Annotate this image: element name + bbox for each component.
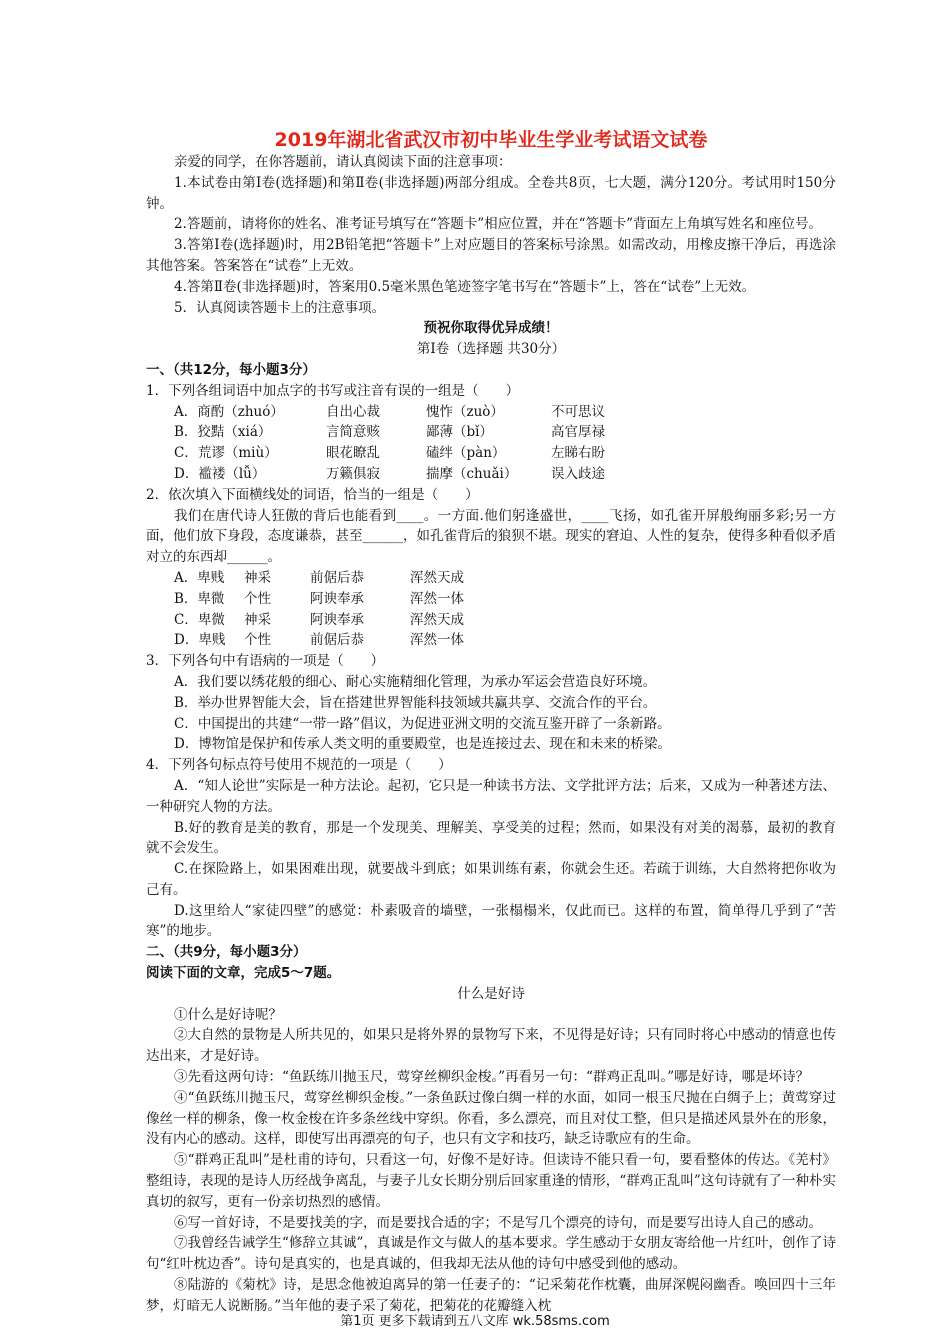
- article-paragraph-8: ⑧陆游的《菊枕》诗，是思念他被迫离异的第一任妻子的：“记采菊花作枕囊，曲屏深幌闷幽香。唤回四十三年梦，灯暗无人说断肠。”当年他的妻子采了菊花，把菊花的花瓣缝入枕: [146, 1277, 836, 1314]
- q1-a-3: 愧怍（zuò）: [426, 403, 504, 420]
- volume-heading: 第Ⅰ卷（选择题 共30分）: [416, 341, 566, 358]
- q4-option-a: A．“知人论世”实际是一种方法论。起初，它只是一种读书方法、文学批评方法；后来，又成为一种著述方法、一种研究人物的方法。: [146, 777, 836, 815]
- exam-title: 2019年湖北省武汉市初中毕业生学业考试语文试卷: [274, 129, 708, 151]
- q1-b-1: B．狡黠（xiá）: [174, 424, 272, 441]
- q2-b-4: 浑然一体: [410, 590, 464, 607]
- q3-option-c: C．中国提出的共建“一带一路”倡议，为促进亚洲文明的交流互鉴开辟了一条新路。: [174, 715, 671, 732]
- section-1-heading: 一、（共12分，每小题3分）: [146, 361, 316, 378]
- q1-option-a: [146, 402, 836, 423]
- article-title: 什么是好诗: [457, 985, 525, 1002]
- q1-b-2: 言简意赅: [326, 424, 380, 441]
- q2-a-3: 前倨后恭: [310, 569, 364, 586]
- note-3: 3.答第Ⅰ卷(选择题)时，用2B铅笔把“答题卡”上对应题目的答案标号涂黑。如需改动，用橡皮擦干净后，再选涂其他答案。答案答在“试卷”上无效。: [146, 237, 836, 274]
- page-footer: 第1页 更多下载请到五八文库 wk.58sms.com: [340, 1314, 610, 1329]
- q1-a-4: 不可思议: [551, 403, 605, 420]
- q2-c-3: 阿谀奉承: [310, 611, 364, 628]
- q1-c-4: 左睇右盼: [551, 445, 605, 462]
- article-paragraph-7: ⑦我曾经告诫学生“修辞立其诚”，真诚是作文与做人的基本要求。学生感动于女朋友寄给他一片红叶，创作了诗句“红叶枕边香”。诗句是真实的，也是真诚的，但我却无法从他的诗句中感受到他的感动。: [146, 1235, 836, 1273]
- q1-option-b: [146, 422, 836, 443]
- q1-a-1: A．商酌（zhuó）: [174, 403, 284, 420]
- q2-d-3: 前倨后恭: [310, 632, 364, 649]
- intro-greeting: 亲爱的同学，在你答题前，请认真阅读下面的注意事项：: [174, 154, 512, 170]
- q1-d-2: 万籁俱寂: [326, 465, 380, 482]
- q2-passage: 我们在唐代诗人狂傲的背后也能看到____。一方面.他们躬逢盛世，____飞扬，如孔雀开屏般绚丽多彩;另一方面，他们放下身段，态度谦恭，甚至______，如孔雀背后的狼狈不堪。现实的窘迫、人性的复杂，使得多种看似矛盾对立的东西却______。: [146, 507, 836, 566]
- q3-option-b: B．举办世界智能大会，旨在搭建世界智能科技领域共赢共享、交流合作的平台。: [174, 694, 657, 711]
- q2-d-2: 个性: [244, 632, 271, 649]
- note-5: 5．认真阅读答题卡上的注意事项。: [174, 299, 386, 316]
- q4-option-d: D.这里给人“家徒四壁”的感觉：朴素吸音的墙壁，一张榻榻米，仅此而已。这样的布置，简单得几乎到了“苦寒”的地步。: [146, 902, 836, 940]
- q1-c-2: 眼花瞭乱: [326, 445, 380, 462]
- q1-stem: 1．下列各组词语中加点字的书写或注音有误的一组是（ ）: [146, 382, 520, 399]
- section-2-instruction: 阅读下面的文章，完成5～7题。: [146, 965, 341, 982]
- q2-a-1: A．卑贱: [174, 569, 225, 586]
- q4-option-b: B.好的教育是美的教育，那是一个发现美、理解美、享受美的过程；然而，如果没有对美的渴慕，最初的教育就不会发生。: [146, 819, 836, 857]
- q4-stem: 4．下列各句标点符号使用不规范的一项是（ ）: [146, 757, 452, 774]
- q2-stem: 2．依次填入下面横线处的词语，恰当的一组是（ ）: [146, 486, 479, 503]
- q2-option-b: [146, 589, 836, 610]
- q2-option-a: [146, 568, 836, 589]
- note-1: 1.本试卷由第Ⅰ卷(选择题)和第Ⅱ卷(非选择题)两部分组成。全卷共8页，七大题，满分120分。考试用时150分钟。: [146, 174, 836, 212]
- q2-b-1: B．卑微: [174, 590, 225, 607]
- q2-c-2: 神采: [244, 611, 271, 628]
- q1-d-3: 揣摩（chuǎi）: [426, 465, 518, 482]
- q2-b-3: 阿谀奉承: [310, 590, 364, 607]
- q2-a-2: 神采: [244, 569, 271, 586]
- q3-option-a: A．我们要以绣花般的细心、耐心实施精细化管理，为承办军运会营造良好环境。: [174, 673, 657, 690]
- q2-option-d: [146, 630, 836, 651]
- q1-option-c: [146, 443, 836, 464]
- note-2: 2.答题前，请将你的姓名、准考证号填写在“答题卡”相应位置，并在“答题卡”背面左上角填写姓名和座位号。: [174, 216, 822, 233]
- article-paragraph-1: ①什么是好诗呢？: [174, 1006, 282, 1023]
- q2-a-4: 浑然天成: [410, 569, 464, 586]
- q2-d-1: D．卑贱: [174, 632, 226, 649]
- q2-d-4: 浑然一体: [410, 632, 464, 649]
- article-paragraph-6: ⑥写一首好诗，不是要找美的字，而是要找合适的字；不是写几个漂亮的诗句，而是要写出诗人自己的感动。: [174, 1214, 822, 1231]
- q2-c-4: 浑然天成: [410, 611, 464, 628]
- article-paragraph-3: ③先看这两句诗：“鱼跃练川抛玉尺，莺穿丝柳织金梭。”再看另一句：“群鸡正乱叫。”哪是好诗，哪是坏诗？: [174, 1069, 810, 1086]
- q3-stem: 3．下列各句中有语病的一项是（ ）: [146, 653, 385, 670]
- q1-c-3: 磕绊（pàn）: [426, 445, 506, 462]
- q2-option-c: [146, 610, 836, 631]
- q3-option-d: D．博物馆是保护和传承人类文明的重要殿堂，也是连接过去、现在和未来的桥梁。: [174, 736, 671, 753]
- exam-page: [146, 128, 836, 1317]
- q2-c-1: C．卑微: [174, 611, 225, 628]
- article-paragraph-4: ④“鱼跃练川抛玉尺，莺穿丝柳织金梭。”一条鱼跃过像白绸一样的水面，如同一根玉尺抛在白绸子上；黄莺穿过像丝一样的柳条，像一枚金梭在许多条丝线中穿织。你看，多么漂亮，而且对仗工整，但只是描述风景外在的形象，没有内心的感动。这样，即使写出再漂亮的句子，也只有文字和技巧，缺乏诗歌应有的生命。: [146, 1089, 836, 1148]
- article-paragraph-2: ②大自然的景物是人所共见的，如果只是将外界的景物写下来，不见得是好诗；只有同时将心中感动的情意也传达出来，才是好诗。: [146, 1027, 836, 1065]
- q1-c-1: C．荒谬（miù）: [174, 445, 278, 462]
- q1-d-4: 误入歧途: [551, 465, 605, 482]
- q1-a-2: 自出心裁: [326, 403, 380, 420]
- q1-d-1: D．褴褛（lǚ）: [174, 465, 266, 482]
- article-paragraph-5: ⑤“群鸡正乱叫”是杜甫的诗句，只看这一句，好像不是好诗。但读诗不能只看一句，要看整体的传达。《羌村》整组诗，表现的是诗人历经战争离乱，与妻子儿女长期分别后回家重逢的情形，“群鸡正乱叫”这句诗就有了一种朴实真切的叙写，更有一份亲切热烈的感情。: [146, 1152, 836, 1210]
- q1-b-4: 高官厚禄: [551, 424, 605, 441]
- q1-b-3: 鄙薄（bǐ）: [426, 424, 493, 441]
- q1-option-d: [146, 464, 836, 485]
- wish-text: 预祝你取得优异成绩！: [423, 320, 559, 337]
- q4-option-c: C.在探险路上，如果困难出现，就要战斗到底；如果训练有素，你就会生还。若疏于训练，大自然将把你收为己有。: [146, 861, 836, 898]
- q2-b-2: 个性: [244, 590, 271, 607]
- section-2-heading: 二、（共9分，每小题3分）: [146, 944, 307, 961]
- note-4: 4.答第Ⅱ卷(非选择题)时，答案用0.5毫米黑色笔迹签字笔书写在“答题卡”上，答在“试卷”上无效。: [174, 278, 756, 295]
